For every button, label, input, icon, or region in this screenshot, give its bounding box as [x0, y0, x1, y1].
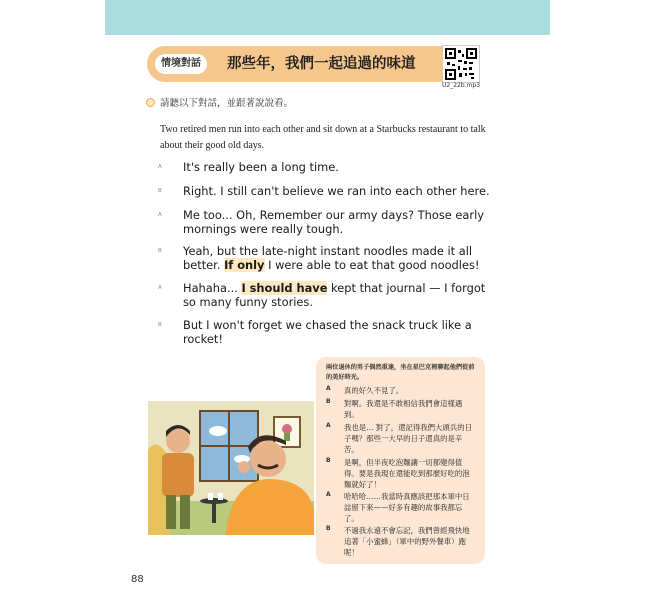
- dialogue-text: But I won't forget we chased the snack truck like a rocket!: [183, 318, 472, 346]
- audio-file-label: U2_22b.mp3: [442, 82, 481, 89]
- page-number: 88: [131, 574, 144, 585]
- speaker-label: B: [326, 525, 331, 532]
- speaker-label: A: [326, 385, 331, 392]
- speaker-label: A: [158, 212, 162, 218]
- dialogue-text: Me too... Oh, Remember our army days? Those early mornings were really tough.: [183, 208, 484, 236]
- dialogue-text: Right. I still can't believe we ran into each other here.: [183, 184, 490, 198]
- dialogue-text: Hahaha... I should have kept that journal — I forgot so many funny stories.: [183, 281, 486, 309]
- cafe-illustration: [148, 401, 314, 535]
- grammar-highlight: I should have: [241, 281, 328, 295]
- translation-intro: 兩位退休的男子偶然重逢，坐在星巴克裡聊起他們從前的美好時光。: [326, 364, 475, 381]
- speaker-label: A: [326, 422, 331, 429]
- dialogue-text: It's really been a long time.: [183, 160, 339, 174]
- speaker-label: B: [326, 398, 331, 405]
- translation-text: 是啊，但半夜吃泡麵讓一切都變得值得。要是我現在還能吃到那麼好吃的泡麵就好了！: [344, 458, 470, 489]
- speaker-label: A: [158, 285, 162, 291]
- speaker-label: B: [158, 188, 162, 194]
- grammar-highlight: If only: [224, 258, 265, 272]
- speaker-label: B: [158, 322, 162, 328]
- translation-text: 不過我永遠不會忘記，我們曾經飛快地追著「小蜜蜂」（軍中的野外餐車）跑呢！: [344, 526, 470, 557]
- translation-text: 真的好久不見了。: [344, 386, 404, 395]
- speaker-label: B: [158, 248, 162, 254]
- translation-text: 我也是… 對了，還記得我們大頭兵的日子嗎？那些一大早的日子還真的是辛苦。: [344, 423, 472, 454]
- bullet-icon: [146, 98, 155, 107]
- section-title: 那些年，我們一起追過的味道: [227, 56, 416, 72]
- section-header: [147, 46, 477, 82]
- speaker-label: B: [326, 457, 331, 464]
- dialogue-text: Yeah, but the late-night instant noodles made it all better. If only I were able to eat that good noodles!: [183, 244, 480, 272]
- top-color-band: [105, 0, 550, 35]
- speaker-label: A: [326, 491, 331, 498]
- scene-intro: Two retired men run into each other and sit down at a Starbucks restaurant to talk about their good old days.: [160, 124, 486, 151]
- instruction-text: 請聽以下對話，並跟著說說看。: [160, 98, 294, 109]
- instruction: [146, 97, 293, 111]
- section-tag: 情境對話: [155, 54, 207, 74]
- qr-code-icon[interactable]: [442, 45, 480, 83]
- translation-card: [316, 357, 485, 564]
- translation-text: 哈哈哈……我當時真應該把那本軍中日誌留下來——好多有趣的故事我都忘了。: [344, 492, 470, 523]
- speaker-label: A: [158, 164, 162, 170]
- translation-text: 對啊。我還是不敢相信我們會這樣遇到。: [344, 399, 463, 419]
